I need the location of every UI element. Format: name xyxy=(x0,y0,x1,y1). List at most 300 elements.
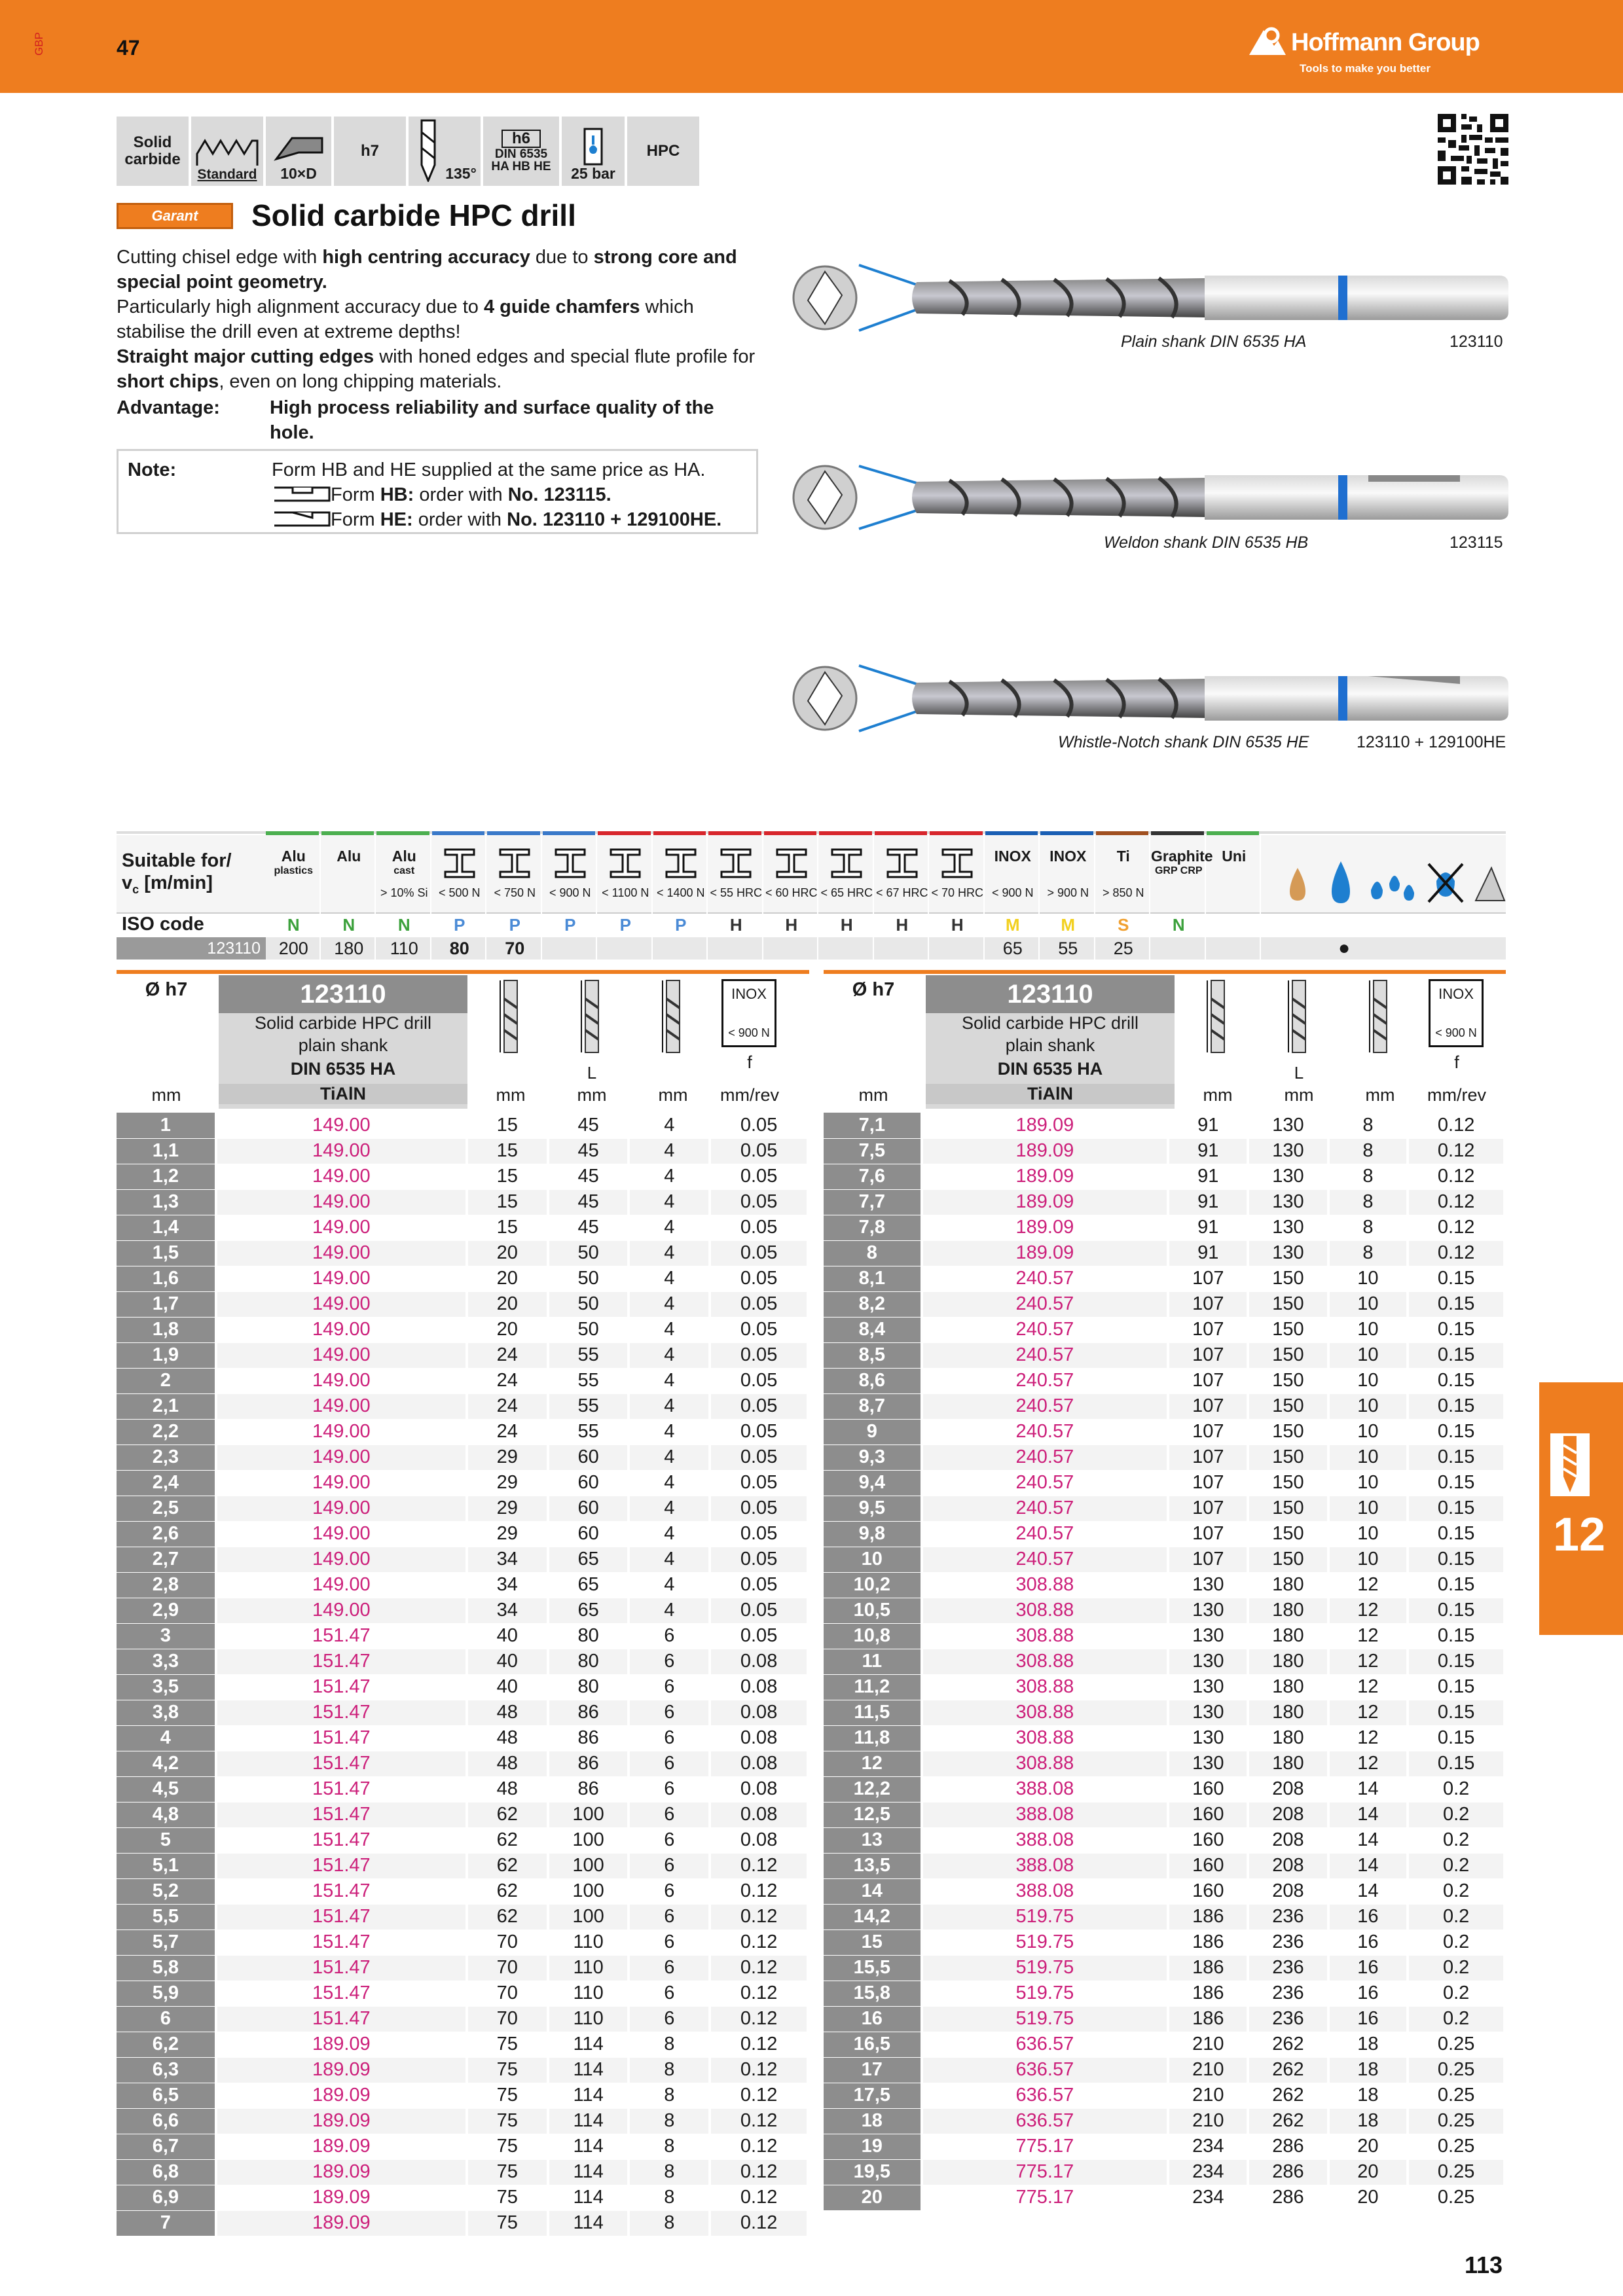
price-cell[interactable]: 189.09 xyxy=(216,2134,467,2159)
shank-diameter-cell: 6 xyxy=(629,1725,710,1751)
table-row[interactable] xyxy=(824,1342,1504,1368)
price-cell[interactable]: 151.47 xyxy=(216,1623,467,1649)
price-cell[interactable]: 308.88 xyxy=(922,1649,1169,1674)
table-row[interactable] xyxy=(824,1572,1504,1598)
table-row[interactable] xyxy=(824,2083,1504,2108)
total-length-cell: 208 xyxy=(1248,1776,1328,1802)
material-condition: > 10% Si xyxy=(380,886,428,899)
table-row[interactable] xyxy=(117,1649,808,1674)
table-row[interactable] xyxy=(117,1496,808,1521)
length-10xd-icon xyxy=(266,117,331,186)
feed-cell: 0.2 xyxy=(1408,1878,1504,1904)
unit-mm: mm xyxy=(151,1085,181,1105)
price-cell[interactable]: 151.47 xyxy=(216,1725,467,1751)
price-cell[interactable]: 149.00 xyxy=(216,1317,467,1342)
table-row[interactable] xyxy=(117,1317,808,1342)
table-row[interactable] xyxy=(824,1955,1504,1981)
flute-length-cell: 186 xyxy=(1168,1904,1248,1929)
feed-cell: 0.25 xyxy=(1408,2185,1504,2210)
table-row[interactable] xyxy=(117,1291,808,1317)
total-length-cell: 50 xyxy=(548,1317,629,1342)
diameter-cell: 10,8 xyxy=(824,1623,922,1649)
price-cell[interactable]: 775.17 xyxy=(922,2159,1169,2185)
table-row[interactable] xyxy=(824,2185,1504,2210)
steel-beam-icon xyxy=(663,847,699,880)
price-cell[interactable]: 240.57 xyxy=(922,1342,1169,1368)
total-length-cell: 80 xyxy=(548,1674,629,1700)
price-cell[interactable]: 388.08 xyxy=(922,1853,1169,1878)
price-cell[interactable]: 308.88 xyxy=(922,1572,1169,1598)
price-cell[interactable]: 149.00 xyxy=(216,1189,467,1215)
coolant-pressure-icon xyxy=(562,117,625,186)
price-cell[interactable]: 308.88 xyxy=(922,1598,1169,1623)
total-length-cell: 236 xyxy=(1248,1904,1328,1929)
table-row[interactable] xyxy=(117,1521,808,1547)
table-row[interactable] xyxy=(824,1853,1504,1878)
diameter-cell: 11,5 xyxy=(824,1700,922,1725)
diameter-cell: 6,6 xyxy=(117,2108,216,2134)
diameter-header: Ø h7 xyxy=(852,979,895,1000)
feed-cell: 0.12 xyxy=(710,1955,808,1981)
flute-length-icon xyxy=(1367,979,1393,1058)
steel-beam-icon xyxy=(607,847,644,880)
total-length-cell: 180 xyxy=(1248,1598,1328,1623)
feed-cell: 0.2 xyxy=(1408,1853,1504,1878)
total-length-cell: 114 xyxy=(548,2083,629,2108)
price-cell[interactable]: 240.57 xyxy=(922,1393,1169,1419)
table-row[interactable] xyxy=(117,2006,808,2032)
table-row[interactable] xyxy=(117,1368,808,1393)
price-cell[interactable]: 308.88 xyxy=(922,1623,1169,1649)
total-length-cell: 60 xyxy=(548,1496,629,1521)
coating-label: TiAlN xyxy=(219,1084,467,1104)
price-cell[interactable]: 149.00 xyxy=(216,1496,467,1521)
price-cell[interactable]: 240.57 xyxy=(922,1521,1169,1547)
table-row[interactable] xyxy=(824,1700,1504,1725)
table-row[interactable] xyxy=(824,1419,1504,1444)
shank-diameter-cell: 10 xyxy=(1328,1496,1408,1521)
price-cell[interactable]: 151.47 xyxy=(216,2006,467,2032)
note-text: order with xyxy=(412,509,507,530)
price-cell[interactable]: 151.47 xyxy=(216,1929,467,1955)
price-cell[interactable]: 240.57 xyxy=(922,1266,1169,1291)
table-row[interactable] xyxy=(117,1444,808,1470)
table-row[interactable] xyxy=(117,1802,808,1827)
standard-drill-icon xyxy=(191,117,263,186)
price-cell[interactable]: 151.47 xyxy=(216,1981,467,2006)
price-cell[interactable]: 149.00 xyxy=(216,1393,467,1419)
table-row[interactable] xyxy=(824,1776,1504,1802)
feed-cell: 0.2 xyxy=(1408,1955,1504,1981)
price-cell[interactable]: 151.47 xyxy=(216,1802,467,1827)
table-row[interactable] xyxy=(117,2108,808,2134)
iso-code-cell: H xyxy=(729,915,742,935)
table-row[interactable] xyxy=(824,1802,1504,1827)
feed-cell: 0.15 xyxy=(1408,1623,1504,1649)
table-row[interactable] xyxy=(117,1240,808,1266)
price-cell[interactable]: 388.08 xyxy=(922,1802,1169,1827)
price-cell[interactable]: 189.09 xyxy=(216,2108,467,2134)
price-cell[interactable]: 189.09 xyxy=(922,1138,1169,1164)
price-cell[interactable]: 189.09 xyxy=(922,1189,1169,1215)
vc-value-cell: 200 xyxy=(278,939,308,958)
table-row[interactable] xyxy=(117,1700,808,1725)
shank-diameter-cell: 10 xyxy=(1328,1266,1408,1291)
table-row[interactable] xyxy=(824,1904,1504,1929)
iso-code-cell: H xyxy=(951,915,964,935)
table-row[interactable] xyxy=(824,1981,1504,2006)
total-length-cell: 114 xyxy=(548,2159,629,2185)
table-row[interactable] xyxy=(117,1929,808,1955)
steel-beam-icon xyxy=(552,847,589,880)
price-cell[interactable]: 151.47 xyxy=(216,1904,467,1929)
price-cell[interactable]: 151.47 xyxy=(216,1776,467,1802)
diameter-cell: 5,7 xyxy=(117,1929,216,1955)
feed-cell: 0.2 xyxy=(1408,1802,1504,1827)
price-cell[interactable]: 308.88 xyxy=(922,1700,1169,1725)
flute-length-cell: 130 xyxy=(1168,1751,1248,1776)
shank-diameter-cell: 18 xyxy=(1328,2083,1408,2108)
price-cell[interactable]: 388.08 xyxy=(922,1878,1169,1904)
feed-cell: 0.05 xyxy=(710,1623,808,1649)
price-cell[interactable]: 240.57 xyxy=(922,1291,1169,1317)
feed-cell: 0.15 xyxy=(1408,1751,1504,1776)
price-cell[interactable]: 636.57 xyxy=(922,2108,1169,2134)
table-row[interactable] xyxy=(824,1547,1504,1572)
table-row[interactable] xyxy=(117,1981,808,2006)
table-row[interactable] xyxy=(824,1317,1504,1342)
table-row[interactable] xyxy=(117,1674,808,1700)
prop-label: 135° xyxy=(445,164,477,182)
diameter-cell: 4,2 xyxy=(117,1751,216,1776)
flute-length-cell: 75 xyxy=(467,2134,548,2159)
note-bold: HE: xyxy=(380,509,413,530)
diameter-cell: 2,4 xyxy=(117,1470,216,1496)
shank-diameter-cell: 8 xyxy=(1328,1240,1408,1266)
table-row[interactable] xyxy=(824,2032,1504,2057)
note-text: order with xyxy=(414,484,508,505)
total-length-cell: 150 xyxy=(1248,1393,1328,1419)
shank-diameter-cell: 20 xyxy=(1328,2134,1408,2159)
price-cell[interactable]: 240.57 xyxy=(922,1444,1169,1470)
page-short-number: 47 xyxy=(117,36,140,60)
price-cell[interactable]: 149.00 xyxy=(216,1547,467,1572)
price-cell[interactable]: 149.00 xyxy=(216,1291,467,1317)
price-cell[interactable]: 636.57 xyxy=(922,2083,1169,2108)
price-cell[interactable]: 189.09 xyxy=(216,2210,467,2236)
price-cell[interactable]: 149.00 xyxy=(216,1215,467,1240)
table-row[interactable] xyxy=(824,1751,1504,1776)
flute-length-cell: 29 xyxy=(467,1470,548,1496)
flute-length-cell: 70 xyxy=(467,1955,548,1981)
table-row[interactable] xyxy=(824,1649,1504,1674)
price-cell[interactable]: 151.47 xyxy=(216,1751,467,1776)
table-row[interactable] xyxy=(117,1138,808,1164)
table-row[interactable] xyxy=(824,1827,1504,1853)
table-row[interactable] xyxy=(117,1904,808,1929)
price-cell[interactable]: 388.08 xyxy=(922,1776,1169,1802)
table-row[interactable] xyxy=(824,1368,1504,1393)
price-cell[interactable]: 189.09 xyxy=(922,1113,1169,1138)
price-cell[interactable]: 151.47 xyxy=(216,1649,467,1674)
total-length-cell: 86 xyxy=(548,1751,629,1776)
advantage-label: Advantage: xyxy=(117,397,220,418)
flute-length-cell: 70 xyxy=(467,2006,548,2032)
total-length-cell: 130 xyxy=(1248,1164,1328,1189)
feed-cell: 0.15 xyxy=(1408,1521,1504,1547)
material-top-label: Alu xyxy=(392,848,416,865)
price-cell[interactable]: 149.00 xyxy=(216,1419,467,1444)
total-length-cell: 50 xyxy=(548,1240,629,1266)
table-row[interactable] xyxy=(824,1496,1504,1521)
table-row[interactable] xyxy=(824,2134,1504,2159)
price-cell[interactable]: 519.75 xyxy=(922,1981,1169,2006)
table-row[interactable] xyxy=(117,2032,808,2057)
table-row[interactable] xyxy=(824,1725,1504,1751)
table-row[interactable] xyxy=(824,2159,1504,2185)
price-cell[interactable]: 149.00 xyxy=(216,1266,467,1291)
shank-diameter-cell: 8 xyxy=(629,2134,710,2159)
table-row[interactable] xyxy=(117,1598,808,1623)
table-row[interactable] xyxy=(824,2108,1504,2134)
table-row[interactable] xyxy=(117,1419,808,1444)
table-row[interactable] xyxy=(117,1572,808,1598)
flute-length-cell: 91 xyxy=(1168,1240,1248,1266)
steel-beam-icon xyxy=(496,847,533,880)
shank-diameter-cell: 6 xyxy=(629,2006,710,2032)
feed-cell: 0.05 xyxy=(710,1215,808,1240)
table-row[interactable] xyxy=(117,1215,808,1240)
overall-length-icon xyxy=(1205,979,1231,1058)
price-cell[interactable]: 189.09 xyxy=(216,2083,467,2108)
table-row[interactable] xyxy=(117,1113,808,1138)
price-cell[interactable]: 189.09 xyxy=(922,1215,1169,1240)
total-length-cell: 50 xyxy=(548,1291,629,1317)
price-cell[interactable]: 189.09 xyxy=(216,2185,467,2210)
table-row[interactable] xyxy=(824,1929,1504,1955)
advantage-text: High process reliability and surface quality of the hole. xyxy=(270,397,714,443)
standard-profile-icon xyxy=(196,134,259,167)
price-cell[interactable]: 189.09 xyxy=(216,2159,467,2185)
table-row[interactable] xyxy=(824,1266,1504,1291)
shank-diameter-cell: 12 xyxy=(1328,1598,1408,1623)
table-row[interactable] xyxy=(117,2083,808,2108)
table-row[interactable] xyxy=(117,1725,808,1751)
material-condition: < 900 N xyxy=(991,886,1034,899)
price-cell[interactable]: 775.17 xyxy=(922,2134,1169,2159)
price-cell[interactable]: 149.00 xyxy=(216,1164,467,1189)
shank-diameter-cell: 12 xyxy=(1328,1725,1408,1751)
total-length-cell: 100 xyxy=(548,1878,629,1904)
table-row[interactable] xyxy=(824,1240,1504,1266)
material-top-label: INOX xyxy=(1049,848,1087,865)
feed-cell: 0.12 xyxy=(710,1929,808,1955)
table-row[interactable] xyxy=(117,2210,808,2236)
price-cell[interactable]: 240.57 xyxy=(922,1547,1169,1572)
diameter-cell: 16,5 xyxy=(824,2032,922,2057)
flute-length-cell: 186 xyxy=(1168,1929,1248,1955)
price-cell[interactable]: 636.57 xyxy=(922,2032,1169,2057)
iso-code-cell: P xyxy=(564,915,576,935)
total-length-cell: 262 xyxy=(1248,2083,1328,2108)
table-row[interactable] xyxy=(117,2134,808,2159)
table-row[interactable] xyxy=(824,1623,1504,1649)
chapter-number: 12 xyxy=(1553,1509,1606,1561)
price-cell[interactable]: 775.17 xyxy=(922,2185,1169,2210)
shank-diameter-cell: 4 xyxy=(629,1113,710,1138)
price-cell[interactable]: 149.00 xyxy=(216,1240,467,1266)
table-row[interactable] xyxy=(824,1138,1504,1164)
price-cell[interactable]: 151.47 xyxy=(216,1853,467,1878)
table-row[interactable] xyxy=(824,1470,1504,1496)
shank-diameter-cell: 14 xyxy=(1328,1802,1408,1827)
table-row[interactable] xyxy=(117,2159,808,2185)
brand-tagline: Tools to make you better xyxy=(1300,62,1431,75)
table-row[interactable] xyxy=(117,1342,808,1368)
flute-length-cell: 91 xyxy=(1168,1189,1248,1215)
brand-name: Hoffmann Group xyxy=(1291,29,1480,56)
desc-text: Particularly high alignment accuracy due to xyxy=(117,296,484,317)
feed-cell: 0.08 xyxy=(710,1700,808,1725)
note-label: Note: xyxy=(128,459,177,480)
table-row[interactable] xyxy=(824,2006,1504,2032)
table-row[interactable] xyxy=(824,1113,1504,1138)
table-row[interactable] xyxy=(117,1878,808,1904)
price-cell[interactable]: 189.09 xyxy=(922,1240,1169,1266)
table-row[interactable] xyxy=(117,1393,808,1419)
table-row[interactable] xyxy=(117,1853,808,1878)
total-length-cell: 180 xyxy=(1248,1700,1328,1725)
price-cell[interactable]: 149.00 xyxy=(216,1113,467,1138)
shank-diameter-cell: 10 xyxy=(1328,1521,1408,1547)
price-cell[interactable]: 151.47 xyxy=(216,1700,467,1725)
shank-diameter-cell: 10 xyxy=(1328,1291,1408,1317)
table-row[interactable] xyxy=(824,1521,1504,1547)
price-cell[interactable]: 151.47 xyxy=(216,1955,467,1981)
flute-length-cell: 107 xyxy=(1168,1368,1248,1393)
feed-cell: 0.05 xyxy=(710,1240,808,1266)
price-cell[interactable]: 519.75 xyxy=(922,1929,1169,1955)
table-row[interactable] xyxy=(117,1751,808,1776)
price-cell[interactable]: 240.57 xyxy=(922,1470,1169,1496)
price-cell[interactable]: 636.57 xyxy=(922,2057,1169,2083)
diameter-cell: 4,8 xyxy=(117,1802,216,1827)
total-length-cell: 150 xyxy=(1248,1419,1328,1444)
note-bold: No. 123110 + 129100HE. xyxy=(507,509,722,530)
table-row[interactable] xyxy=(117,1547,808,1572)
price-cell[interactable]: 189.09 xyxy=(216,2032,467,2057)
flute-length-cell: 160 xyxy=(1168,1827,1248,1853)
table-row[interactable] xyxy=(117,2057,808,2083)
price-cell[interactable]: 388.08 xyxy=(922,1827,1169,1853)
price-cell[interactable]: 149.00 xyxy=(216,1572,467,1598)
price-cell[interactable]: 151.47 xyxy=(216,1878,467,1904)
table-row[interactable] xyxy=(117,1955,808,1981)
price-cell[interactable]: 149.00 xyxy=(216,1444,467,1470)
table-row[interactable] xyxy=(117,2185,808,2210)
price-cell[interactable]: 149.00 xyxy=(216,1342,467,1368)
table-row[interactable] xyxy=(117,1623,808,1649)
table-row[interactable] xyxy=(824,1164,1504,1189)
table-row[interactable] xyxy=(824,2057,1504,2083)
air-cone-icon xyxy=(1476,868,1504,901)
iso-code-cell: H xyxy=(785,915,798,935)
price-cell[interactable]: 151.47 xyxy=(216,1827,467,1853)
desc-bold: 4 guide chamfers xyxy=(483,296,640,317)
price-cell[interactable]: 189.09 xyxy=(216,2057,467,2083)
flute-length-cell: 75 xyxy=(467,2210,548,2236)
price-cell[interactable]: 149.00 xyxy=(216,1138,467,1164)
diameter-cell: 2,9 xyxy=(117,1598,216,1623)
price-cell[interactable]: 519.75 xyxy=(922,1955,1169,1981)
flute-length-cell: 15 xyxy=(467,1164,548,1189)
table-row[interactable] xyxy=(117,1776,808,1802)
table-row[interactable] xyxy=(824,1674,1504,1700)
price-cell[interactable]: 308.88 xyxy=(922,1725,1169,1751)
price-cell[interactable]: 519.75 xyxy=(922,1904,1169,1929)
table-right-top-rule xyxy=(824,970,1506,974)
table-row[interactable] xyxy=(117,1827,808,1853)
table-row[interactable] xyxy=(824,1189,1504,1215)
total-length-cell: 45 xyxy=(548,1215,629,1240)
material-solid-carbide xyxy=(117,117,189,186)
table-row[interactable] xyxy=(824,1878,1504,1904)
variant-number-he: 123110 + 129100HE xyxy=(1357,733,1506,751)
table-row[interactable] xyxy=(824,1393,1504,1419)
price-cell[interactable]: 149.00 xyxy=(216,1598,467,1623)
price-cell[interactable]: 240.57 xyxy=(922,1317,1169,1342)
price-cell[interactable]: 151.47 xyxy=(216,1674,467,1700)
overall-length-icon xyxy=(498,979,524,1058)
table-row[interactable] xyxy=(117,1470,808,1496)
total-length-cell: 110 xyxy=(548,2006,629,2032)
price-cell[interactable]: 149.00 xyxy=(216,1470,467,1496)
price-cell[interactable]: 308.88 xyxy=(922,1751,1169,1776)
note-bold: No. 123115. xyxy=(507,484,611,505)
feed-cell: 0.05 xyxy=(710,1598,808,1623)
price-cell[interactable]: 189.09 xyxy=(922,1164,1169,1189)
diameter-cell: 19,5 xyxy=(824,2159,922,2185)
table-row[interactable] xyxy=(117,1164,808,1189)
diameter-cell: 1 xyxy=(117,1113,216,1138)
table-row[interactable] xyxy=(117,1266,808,1291)
flute-length-cell: 62 xyxy=(467,1878,548,1904)
flute-length-cell: 130 xyxy=(1168,1674,1248,1700)
price-cell[interactable]: 308.88 xyxy=(922,1674,1169,1700)
flute-length-cell: 48 xyxy=(467,1751,548,1776)
shank-diameter-cell: 14 xyxy=(1328,1827,1408,1853)
shank-diameter-cell: 4 xyxy=(629,1521,710,1547)
table-row[interactable] xyxy=(824,1291,1504,1317)
price-cell[interactable]: 519.75 xyxy=(922,2006,1169,2032)
desc-text: Cutting chisel edge with xyxy=(117,247,323,268)
price-cell[interactable]: 240.57 xyxy=(922,1368,1169,1393)
price-cell[interactable]: 240.57 xyxy=(922,1496,1169,1521)
price-cell[interactable]: 149.00 xyxy=(216,1368,467,1393)
qr-code-icon xyxy=(1438,113,1508,186)
table-row[interactable] xyxy=(824,1598,1504,1623)
material-condition: < 1400 N xyxy=(656,886,705,899)
iso-code-cell: M xyxy=(1061,915,1076,935)
price-cell[interactable]: 149.00 xyxy=(216,1521,467,1547)
table-row[interactable] xyxy=(824,1215,1504,1240)
table-row[interactable] xyxy=(117,1189,808,1215)
price-cell[interactable]: 240.57 xyxy=(922,1419,1169,1444)
total-length-cell: 114 xyxy=(548,2032,629,2057)
table-row[interactable] xyxy=(824,1444,1504,1470)
diameter-cell: 8,6 xyxy=(824,1368,922,1393)
ltot-label: L xyxy=(587,1063,597,1083)
